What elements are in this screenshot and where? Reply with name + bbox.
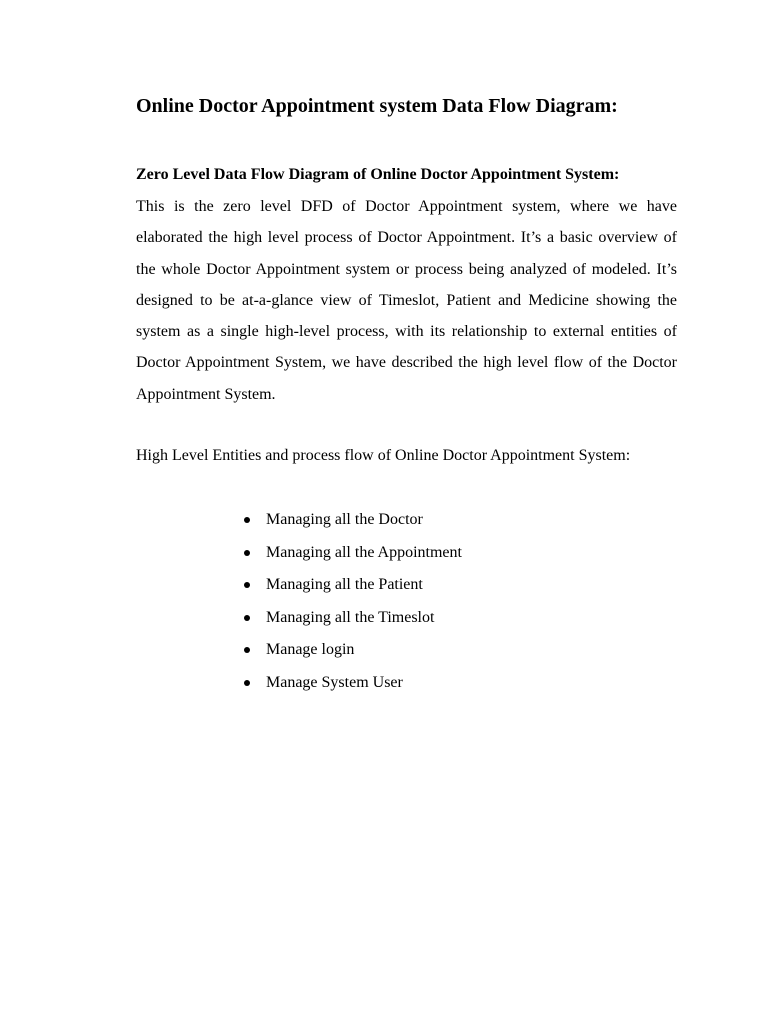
bullet-icon [244, 582, 250, 588]
list-item-label: Managing all the Appointment [266, 543, 462, 561]
bullet-icon [244, 647, 250, 653]
bullet-icon [244, 680, 250, 686]
section-subtitle: Zero Level Data Flow Diagram of Online Doctor Appointment System: [136, 166, 620, 183]
list-item-label: Manage login [266, 641, 355, 659]
bullet-icon [244, 615, 250, 621]
list-item-label: Manage System User [266, 673, 403, 691]
bullet-icon [244, 517, 250, 523]
list-item [244, 504, 462, 537]
list-item [244, 602, 462, 635]
list-item [244, 569, 462, 602]
list-item-label: Managing all the Timeslot [266, 608, 435, 626]
entities-list [244, 504, 462, 700]
list-item-label: Managing all the Patient [266, 576, 423, 594]
bullet-icon [244, 550, 250, 556]
list-item-label: Managing all the Doctor [266, 511, 423, 528]
list-item [244, 537, 462, 570]
list-item [244, 667, 462, 700]
document-title: Online Doctor Appointment system Data Flow Diagram: [136, 95, 618, 117]
entities-heading: High Level Entities and process flow of Online Doctor Appointment System: [136, 447, 631, 464]
list-item [244, 634, 462, 667]
intro-paragraph: This is the zero level DFD of Doctor Appointment system, where we have elaborated the high level process of Doctor Appointment. It’s a basic overview of the whole Doctor Appointment system or process being analyzed of modeled. It’s designed to be at-a-glance view of Timeslot, Patient and Medicine showing the system as a single high-level process, with its relationship to external entities of Doctor Appointment System, we have described the high level flow of the Doctor Appointment System. [136, 198, 677, 403]
